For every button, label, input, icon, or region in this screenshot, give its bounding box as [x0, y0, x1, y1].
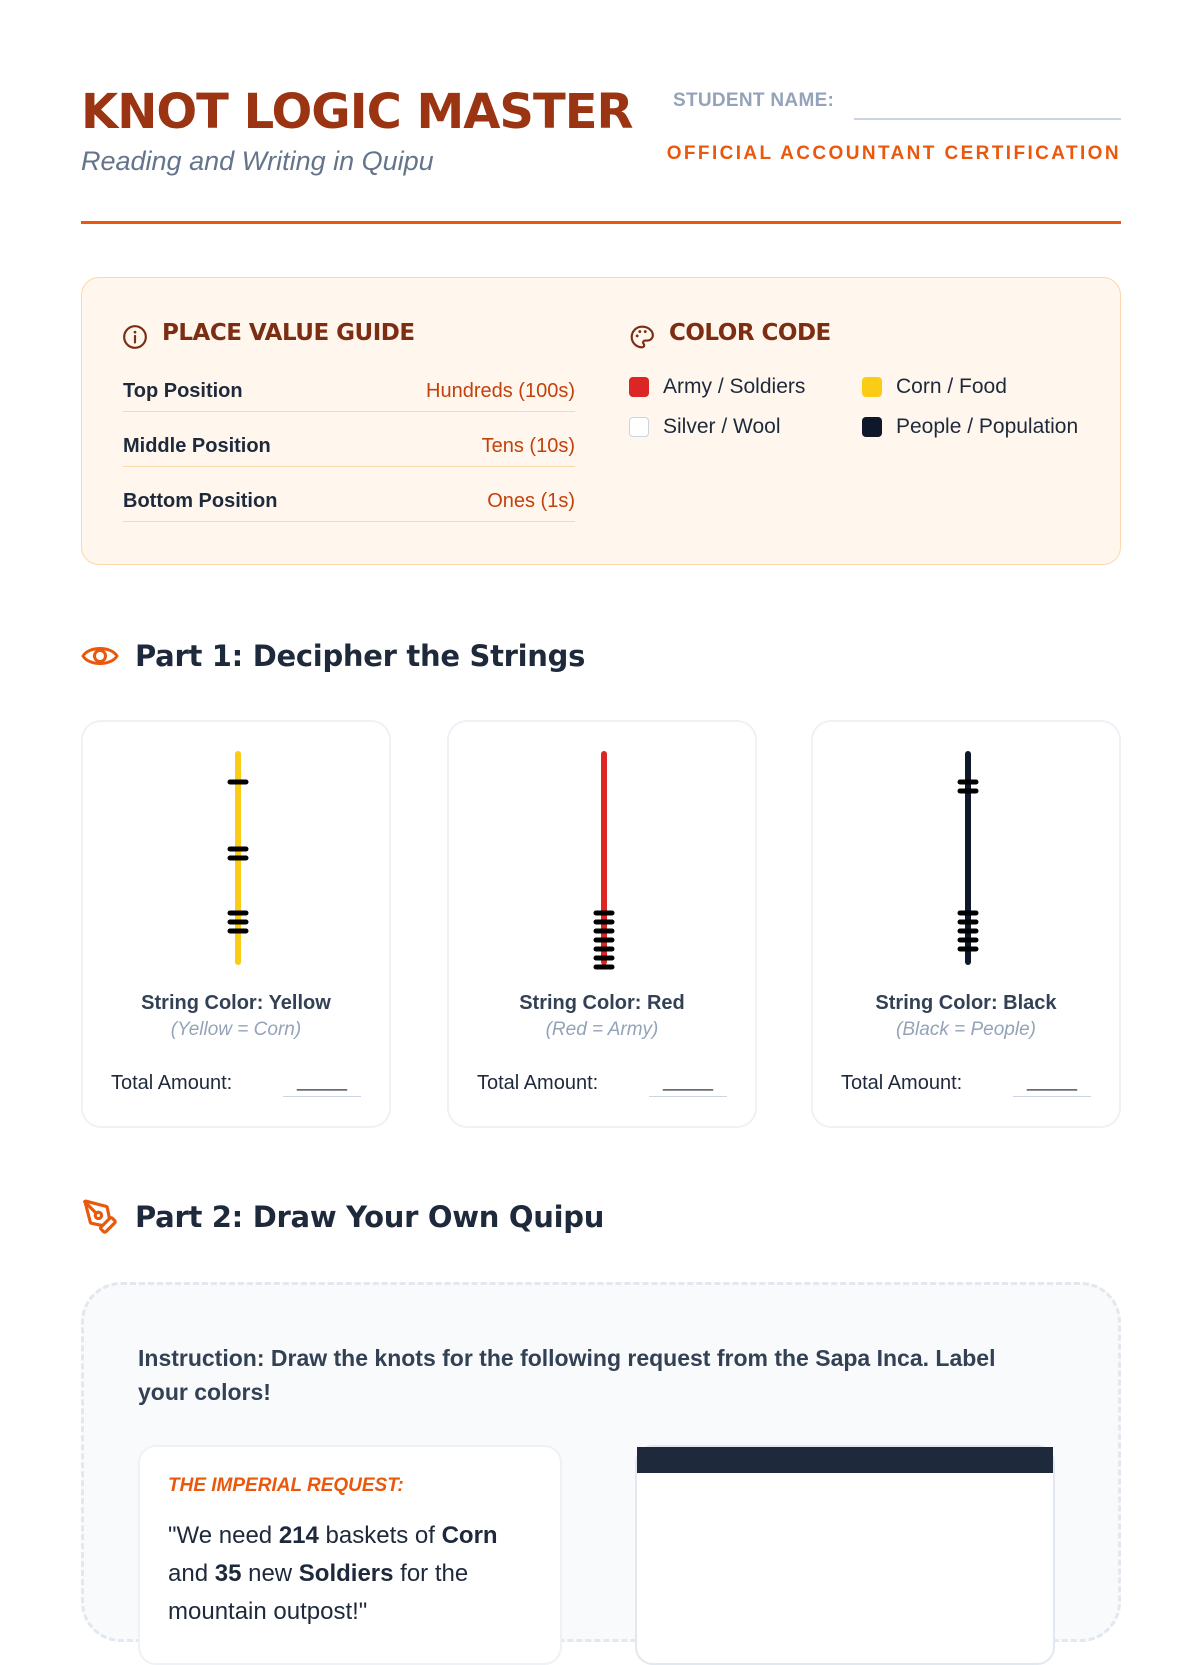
certification-label: OFFICIAL ACCOUNTANT CERTIFICATION [666, 143, 1121, 164]
position-name: Bottom Position [123, 490, 278, 512]
instruction-text: Instruction: Draw the knots for the following request from the Sapa Inca. Label your colors! [138, 1345, 996, 1405]
header-divider [81, 221, 1121, 224]
total-amount-label: Total Amount: [111, 1072, 233, 1094]
request-text-part: baskets of [318, 1522, 442, 1549]
total-amount-label: Total Amount: [841, 1072, 963, 1094]
total-amount-label: Total Amount: [477, 1072, 599, 1094]
string-color-meaning: (Black = People) [896, 1019, 1036, 1040]
request-text-part: for the mountain outpost!" [168, 1560, 469, 1625]
student-name-field[interactable] [854, 118, 1121, 120]
request-item: Corn [441, 1522, 498, 1549]
request-number: 214 [278, 1522, 319, 1549]
request-item: Soldiers [298, 1560, 394, 1587]
request-text-part: and [168, 1560, 215, 1587]
position-name: Middle Position [123, 435, 271, 457]
quipu-string-drawing [449, 722, 759, 982]
request-label: THE IMPERIAL REQUEST: [168, 1475, 404, 1496]
color-code-heading: COLOR CODE [669, 320, 831, 346]
quipu-string-drawing [813, 722, 1123, 982]
color-meaning: People / Population [896, 415, 1079, 438]
string-color-label: String Color: Yellow [141, 992, 331, 1014]
color-meaning: Silver / Wool [663, 415, 781, 438]
quipu-card [447, 720, 757, 1128]
place-value-row [123, 431, 575, 467]
color-swatch [862, 417, 882, 437]
place-value-row [123, 376, 575, 412]
place-value-heading: PLACE VALUE GUIDE [162, 320, 415, 346]
palette-icon [629, 324, 655, 350]
request-text-part: "We need [168, 1522, 279, 1549]
position-name: Top Position [123, 380, 243, 402]
request-text-part: new [241, 1560, 299, 1587]
reference-guide-box [81, 277, 1121, 565]
part2-title: Part 2: Draw Your Own Quipu [135, 1200, 605, 1234]
position-value: Hundreds (100s) [426, 380, 575, 402]
part1-title: Part 1: Decipher the Strings [135, 639, 586, 673]
worksheet-page [81, 0, 1121, 1625]
string-color-meaning: (Red = Army) [545, 1019, 659, 1040]
string-color-label: String Color: Black [875, 992, 1057, 1014]
eye-icon [81, 641, 119, 671]
total-amount-input[interactable]: _____ [1013, 1071, 1091, 1097]
student-name-label: STUDENT NAME: [673, 90, 835, 111]
page-subtitle: Reading and Writing in Quipu [81, 146, 434, 176]
drawing-canvas[interactable] [635, 1445, 1055, 1665]
request-number: 35 [214, 1560, 242, 1587]
info-icon [122, 324, 148, 350]
color-meaning: Corn / Food [896, 375, 1007, 398]
quipu-card [811, 720, 1121, 1128]
color-swatch [629, 417, 649, 437]
string-color-label: String Color: Red [519, 992, 685, 1014]
total-amount-input[interactable]: _____ [283, 1071, 361, 1097]
page-title: KNOT LOGIC MASTER [81, 84, 633, 140]
canvas-top-bar [637, 1447, 1053, 1473]
color-swatch [629, 377, 649, 397]
position-value: Ones (1s) [487, 490, 575, 512]
color-swatch [862, 377, 882, 397]
total-amount-input[interactable]: _____ [649, 1071, 727, 1097]
string-color-meaning: (Yellow = Corn) [170, 1019, 302, 1040]
quipu-string-drawing [83, 722, 393, 982]
drawing-exercise-box [81, 1282, 1121, 1642]
color-meaning: Army / Soldiers [663, 375, 806, 398]
imperial-request-card [138, 1445, 562, 1665]
quipu-card [81, 720, 391, 1128]
request-text [168, 1517, 538, 1631]
place-value-row [123, 486, 575, 522]
worksheet-header [81, 80, 1121, 224]
position-value: Tens (10s) [481, 435, 575, 457]
pen-tool-icon [81, 1198, 119, 1236]
